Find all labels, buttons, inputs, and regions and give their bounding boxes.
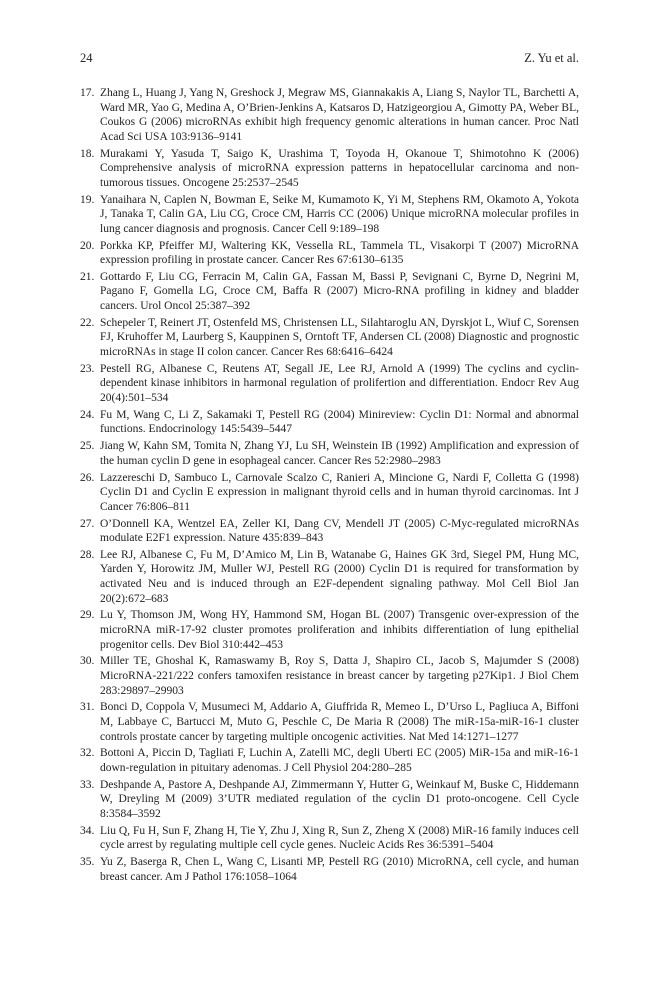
reference-text: Gottardo F, Liu CG, Ferracin M, Calin GA, Fassan M, Bassi P, Sevignani C, Byrne D, Negrini M, Pagano F, Gomella LG, Croce CM, Baffa R (2007) Micro-RNA profiling in kidney and bladder cancers. Urol Oncol 25:387–392 bbox=[100, 270, 579, 313]
reference-text: Schepeler T, Reinert JT, Ostenfeld MS, Christensen LL, Silahtaroglu AN, Dyrskjot L, Wiuf C, Sorensen FJ, Kruhoffer M, Laurberg S, Kauppinen S, Orntoft TF, Andersen CL (2008) Diagnostic and prognostic microRNAs in stage II colon cancer. Cancer Res 68:6416–6424 bbox=[100, 316, 579, 359]
reference-text: Fu M, Wang C, Li Z, Sakamaki T, Pestell RG (2004) Minireview: Cyclin D1: Normal and abnormal functions. Endocrinology 145:5439–5447 bbox=[100, 408, 579, 436]
page-header bbox=[80, 48, 579, 68]
reference-number: 20. bbox=[80, 239, 95, 252]
reference-item bbox=[80, 855, 579, 884]
reference-number: 23. bbox=[80, 362, 95, 375]
reference-item bbox=[80, 700, 579, 744]
reference-text: Yanaihara N, Caplen N, Bowman E, Seike M, Kumamoto K, Yi M, Stephens RM, Okamoto A, Yokota J, Tanaka T, Calin GA, Liu CG, Croce CM, Harris CC (2006) Unique microRNA molecular profiles in lung cancer diagnosis and prognosis. Cancer Cell 9:189–198 bbox=[100, 193, 579, 235]
running-head: Z. Yu et al. bbox=[524, 51, 579, 65]
reference-text: Bottoni A, Piccin D, Tagliati F, Luchin A, Zatelli MC, degli Uberti EC (2005) MiR-15a and miR-16-1 down-regulation in pituitary adenomas. J Cell Physiol 204:280–285 bbox=[100, 747, 579, 774]
reference-number: 30. bbox=[80, 655, 95, 668]
reference-number: 22. bbox=[80, 316, 95, 329]
reference-number: 18. bbox=[80, 147, 95, 160]
reference-number: 25. bbox=[80, 440, 95, 453]
reference-text: Miller TE, Ghoshal K, Ramaswamy B, Roy S, Datta J, Shapiro CL, Jacob S, Majumder S (2008) MicroRNA-221/222 confers tamoxifen resistance in breast cancer by targeting p27Kip1. J Biol Chem 283:29897–29903 bbox=[100, 655, 579, 697]
reference-item bbox=[80, 778, 579, 822]
reference-number: 32. bbox=[80, 747, 95, 760]
reference-text: Lazzereschi D, Sambuco L, Carnovale Scalzo C, Ranieri A, Mincione G, Nardi F, Colletta G (1998) Cyclin D1 and Cyclin E expression in malignant thyroid cells and in human thyroid carcinomas. Int J Cancer 76:806–811 bbox=[100, 471, 579, 513]
reference-text: Bonci D, Coppola V, Musumeci M, Addario A, Giuffrida R, Memeo L, D’Urso L, Pagliuca A, Biffoni M, Labbaye C, Bartucci M, Muto G, Peschle C, De Maria R (2008) The miR-15a-miR-16-1 cluster controls prostate cancer by targeting multiple oncogenic activities. Nat Med 14:1271–1277 bbox=[100, 701, 579, 743]
reference-text: Deshpande A, Pastore A, Deshpande AJ, Zimmermann Y, Hutter G, Weinkauf M, Buske C, Hiddemann W, Dreyling M (2009) 3’UTR mediated regulation of the cyclin D1 proto-oncogene. Cell Cycle 8:3584–3592 bbox=[100, 778, 579, 820]
reference-number: 24. bbox=[80, 408, 95, 421]
reference-item bbox=[80, 193, 579, 237]
reference-text: Lee RJ, Albanese C, Fu M, D’Amico M, Lin B, Watanabe G, Haines GK 3rd, Siegel PM, Hung MC, Yarden Y, Horowitz JM, Muller WJ, Pestell RG (2000) Cyclin D1 is required for transformation by activated Neu and is induced through an E2F-dependent signaling pathway. Mol Cell Biol Jan 20(2):672–683 bbox=[100, 548, 579, 605]
reference-item bbox=[80, 362, 579, 406]
reference-number: 34. bbox=[80, 824, 95, 837]
reference-item bbox=[80, 746, 579, 775]
reference-item bbox=[80, 824, 579, 853]
reference-item bbox=[80, 517, 579, 546]
reference-item bbox=[80, 270, 579, 314]
reference-number: 33. bbox=[80, 778, 95, 791]
reference-item bbox=[80, 316, 579, 360]
reference-number: 31. bbox=[80, 701, 95, 714]
reference-text: Jiang W, Kahn SM, Tomita N, Zhang YJ, Lu SH, Weinstein IB (1992) Amplification and expression of the human cyclin D gene in esophageal cancer. Cancer Res 52:2980–2983 bbox=[100, 440, 579, 467]
reference-text: Pestell RG, Albanese C, Reutens AT, Segall JE, Lee RJ, Arnold A (1999) The cyclins and cyclin-dependent kinase inhibitors in harmonal regulation of prolifertion and differentiation. Endocr Rev Aug 20(4):501–534 bbox=[100, 362, 579, 404]
reference-text: Porkka KP, Pfeiffer MJ, Waltering KK, Vessella RL, Tammela TL, Visakorpi T (2007) MicroRNA expression profiling in prostate cancer. Cancer Res 67:6130–6135 bbox=[100, 239, 579, 267]
reference-item bbox=[80, 147, 579, 191]
reference-number: 29. bbox=[80, 609, 95, 622]
reference-item bbox=[80, 239, 579, 268]
reference-item bbox=[80, 471, 579, 515]
reference-text: Liu Q, Fu H, Sun F, Zhang H, Tie Y, Zhu J, Xing R, Sun Z, Zheng X (2008) MiR-16 family induces cell cycle arrest by regulating multiple cell cycle genes. Nucleic Acids Res 36:5391–5404 bbox=[100, 824, 579, 852]
reference-text: Lu Y, Thomson JM, Wong HY, Hammond SM, Hogan BL (2007) Transgenic over-expression of the microRNA miR-17-92 cluster promotes proliferation and inhibits differentiation of lung epithelial progenitor cells. Dev Biol 310:442–453 bbox=[100, 609, 579, 651]
reference-number: 28. bbox=[80, 548, 95, 561]
reference-item bbox=[80, 408, 579, 437]
reference-item bbox=[80, 439, 579, 468]
reference-text: Zhang L, Huang J, Yang N, Greshock J, Megraw MS, Giannakakis A, Liang S, Naylor TL, Barchetti A, Ward MR, Yao G, Medina A, O’Brien-Jenkins A, Katsaros D, Hatzigeorgiou A, Gimotty PA, Weber BL, Coukos G (2006) microRNAs exhibit high frequency genomic alterations in human cancer. Proc Natl Acad Sci USA 103:9136–9141 bbox=[100, 87, 579, 143]
reference-text: Yu Z, Baserga R, Chen L, Wang C, Lisanti MP, Pestell RG (2010) MicroRNA, cell cycle, and human breast cancer. Am J Pathol 176:1058–1064 bbox=[100, 856, 579, 883]
reference-list bbox=[80, 86, 579, 886]
reference-number: 19. bbox=[80, 193, 95, 206]
reference-item bbox=[80, 548, 579, 606]
reference-item bbox=[80, 86, 579, 144]
reference-number: 17. bbox=[80, 87, 95, 99]
reference-number: 35. bbox=[80, 856, 95, 869]
reference-number: 26. bbox=[80, 471, 95, 484]
reference-item bbox=[80, 654, 579, 698]
page-number: 24 bbox=[80, 51, 93, 65]
reference-number: 21. bbox=[80, 270, 95, 283]
reference-text: Murakami Y, Yasuda T, Saigo K, Urashima T, Toyoda H, Okanoue T, Shimotohno K (2006) Comprehensive analysis of microRNA expression patterns in hepatocellular carcinoma and non-tumorous tissues. Oncogene 25:2537–2545 bbox=[100, 147, 579, 189]
reference-text: O’Donnell KA, Wentzel EA, Zeller KI, Dang CV, Mendell JT (2005) C-Myc-regulated microRNAs modulate E2F1 expression. Nature 435:839–843 bbox=[100, 517, 579, 545]
reference-item bbox=[80, 608, 579, 652]
reference-number: 27. bbox=[80, 517, 95, 530]
